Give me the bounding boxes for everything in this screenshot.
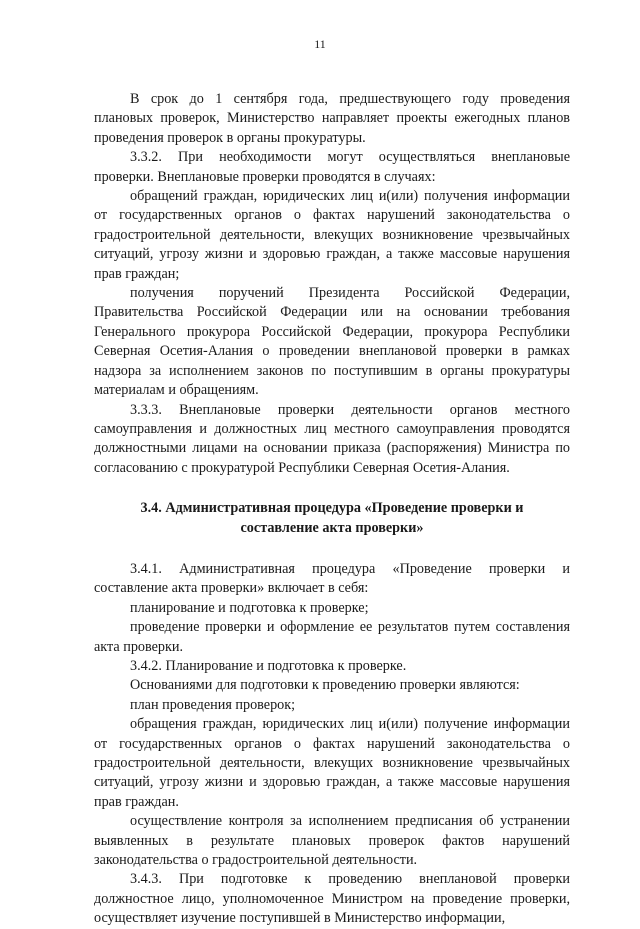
paragraph: обращения граждан, юридических лиц и(или) получение информации от государственных органов о фактах нарушений законодательства о градостроительной деятельности, влекущих возникновение чрезвычайных ситуаций, угрозу жизни и здоровью граждан, а также массовые нарушения прав граждан. [94,716,570,810]
paragraph: 3.3.2. При необходимости могут осуществляться внеплановые проверки. Внеплановые проверки проводятся в случаях: [94,149,570,185]
paragraph: 3.4.1. Административная процедура «Проведение проверки и составление акта проверки» включает в себя: [94,560,570,597]
paragraph: проведение проверки и оформление ее результатов путем составления акта проверки. [94,619,570,655]
paragraph: В срок до 1 сентября года, предшествующего году проведения плановых проверок, Министерство направляет проекты ежегодных планов проведения проверок в органы прокуратуры. [94,91,570,146]
paragraph: план проведения проверок; [130,696,296,713]
paragraph: получения поручений Президента Российской Федерации, Правительства Российской Федерации или на основании требования Генерального прокурора Российской Федерации, прокурора Республики Северная Осетия-Алания о проведении внеплановой проверки в рамках надзора за исполнением законов по поступившим в органы прокуратуры материалам и обращениям. [94,285,570,399]
paragraph: осуществление контроля за исполнением предписания об устранении выявленных в результате плановых проверок фактов нарушений законодательства о градостроительной деятельности. [94,813,570,869]
document-body [94,90,570,929]
paragraph: 3.4.2. Планирование и подготовка к проверке. [130,657,407,674]
paragraph: 3.3.3. Внеплановые проверки деятельности органов местного самоуправления и должностных лиц местного самоуправления проводятся должностными лицами на основании приказа (распоряжения) Министра по согласованию с прокуратурой Республики Северная Осетия-Алания. [94,401,570,476]
paragraph: обращений граждан, юридических лиц и(или) получения информации от государственных органов о фактах нарушений законодательства о градостроительной деятельности, влекущих возникновение чрезвычайных ситуаций, угрозу жизни и здоровью граждан, а также массовые нарушения прав граждан; [94,188,570,282]
section-heading: 3.4. Административная процедура «Проведение проверки и составление акта проверки» [140,500,524,536]
paragraph: Основаниями для подготовки к проведению проверки являются: [130,677,520,694]
paragraph: 3.4.3. При подготовке к проведению внеплановой проверки должностное лицо, уполномоченное Министром на проведение проверки, осуществляет изучение поступившей в Министерство информации, [94,871,570,927]
paragraph: планирование и подготовка к проверке; [130,599,369,616]
page-number: 11 [314,37,326,51]
